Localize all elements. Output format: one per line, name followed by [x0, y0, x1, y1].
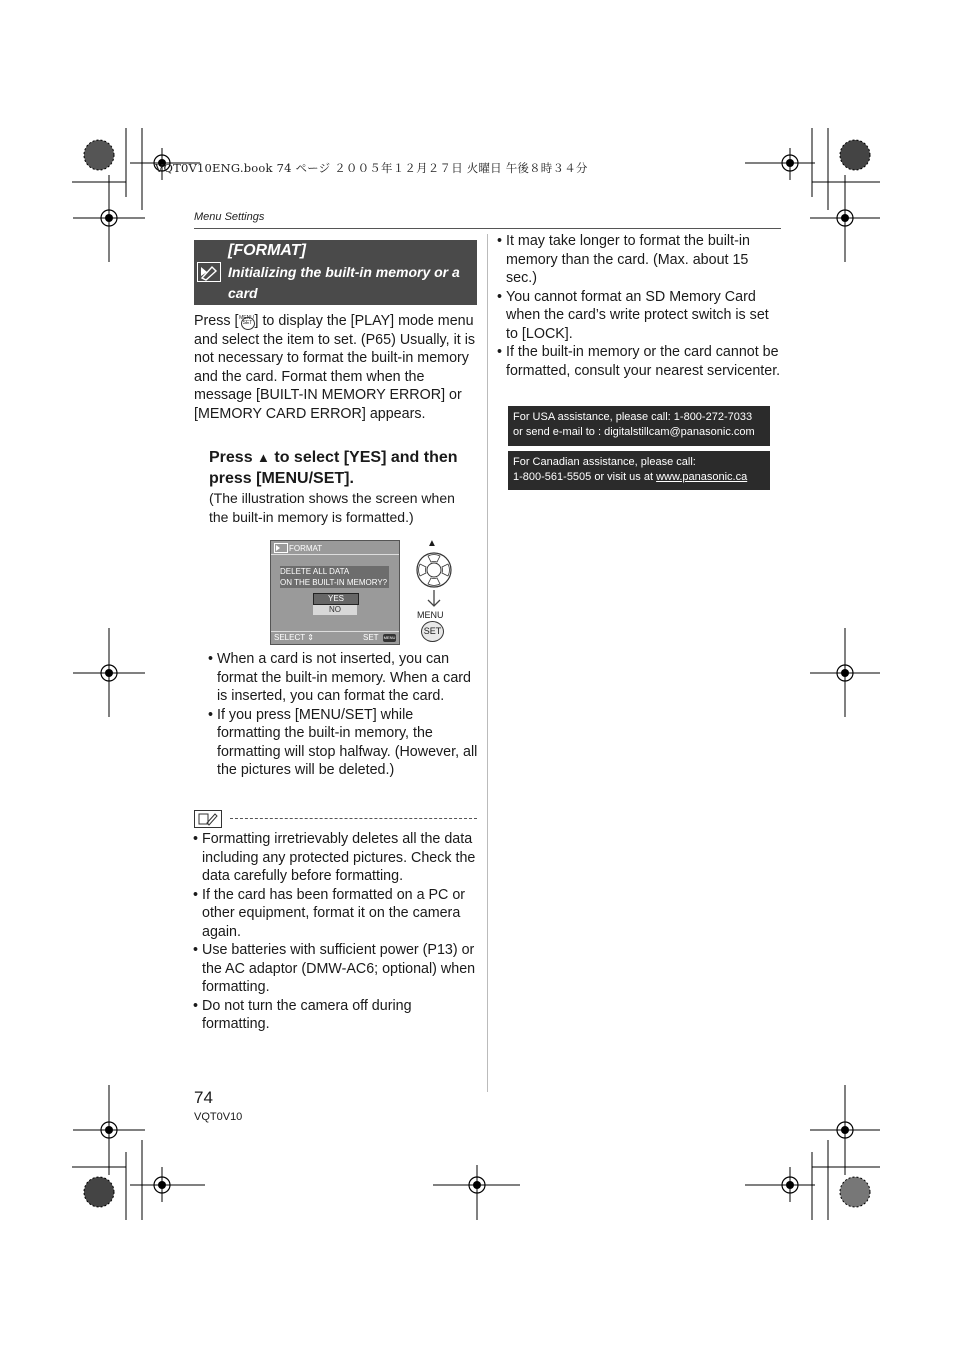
step-bullet-list	[208, 650, 478, 780]
list-item: • If the built-in memory or the card cannot be formatted, consult your nearest servicenter.	[497, 343, 781, 380]
list-item: • It may take longer to format the built-in memory than the card. (Max. about 15 sec.)	[497, 232, 781, 288]
updown-icon: ⇕	[307, 633, 314, 642]
page-number: 74	[194, 1088, 213, 1107]
document-code: VQT0V10	[194, 1111, 243, 1123]
list-item: • You cannot format an SD Memory Card when the card’s write protect switch is set to [LOCK].	[497, 288, 781, 344]
canada-support-line2	[513, 470, 765, 485]
menu-icon-label: MENU	[239, 315, 254, 321]
section-label: Menu Settings	[194, 211, 265, 223]
lcd-select-label: SELECT	[274, 633, 305, 642]
list-item: • Do not turn the camera off during formatting.	[193, 997, 478, 1034]
down-arrow-icon	[427, 590, 441, 608]
format-title-box	[194, 240, 477, 305]
menu-set-icon: MENU	[383, 635, 396, 640]
intro-paragraph	[194, 311, 477, 424]
list-item: • Use batteries with sufficient power (P13) or the AC adaptor (DMW-AC6; optional) when formatting.	[193, 941, 478, 997]
up-arrow-icon: ▲	[427, 538, 437, 549]
lcd-set-label: SET	[363, 633, 379, 642]
lcd-message	[280, 566, 389, 588]
intro-text-b: ] to display the [PLAY] mode menu and select the item to set. (P65) Usually, it is not necessary to format the built-in memory and the card. Format them when the message [BUILT-IN MEMORY ERROR] or [MEMORY CARD ERROR] appears.	[194, 313, 476, 422]
lcd-title: FORMAT	[289, 543, 323, 553]
note-bullet-list	[193, 830, 478, 1034]
intro-text-a: Press [	[194, 313, 239, 329]
up-arrow-icon: ▲	[257, 450, 270, 465]
panasonic-ca-link[interactable]: www.panasonic.ca	[656, 471, 748, 483]
lcd-message-line1: DELETE ALL DATA	[280, 567, 350, 576]
control-pad-illustration	[412, 538, 456, 644]
canada-support-line1: For Canadian assistance, please call:	[513, 456, 696, 468]
usa-support-box	[508, 406, 770, 446]
list-item: • When a card is not inserted, you can format the built-in memory. When a card is inserted, you can format the card.	[208, 650, 478, 706]
right-bullet-list	[497, 232, 781, 380]
step-note-text: (The illustration shows the screen when the built-in memory is formatted.)	[209, 490, 455, 525]
usa-support-line1: For USA assistance, please call: 1-800-272-7033	[513, 411, 753, 423]
lcd-screen-illustration	[270, 540, 400, 645]
canada-phone-text: 1-800-561-5505 or visit us at	[513, 471, 657, 483]
usa-support-line2: or send e-mail to : digitalstillcam@panasonic.com	[513, 426, 755, 438]
list-item: • Formatting irretrievably deletes all the data including any protected pictures. Check the data carefully before formatting.	[193, 830, 478, 886]
lcd-title-row	[274, 543, 322, 553]
play-mode-icon	[197, 262, 221, 282]
canada-support-box	[508, 451, 770, 490]
set-icon-label: SET	[241, 317, 255, 330]
cursor-pad-icon	[414, 551, 454, 589]
play-mode-icon	[274, 543, 288, 553]
list-item: • If the card has been formatted on a PC or other equipment, format it on the camera again.	[193, 886, 478, 942]
step-text-b: to select [YES] and then press [MENU/SET].	[209, 449, 458, 487]
list-item: • If you press [MENU/SET] while formatting the built-in memory, the formatting will stop halfway. (However, all the pictures will be deleted.)	[208, 706, 478, 780]
column-divider	[487, 234, 488, 1092]
step-note	[209, 489, 477, 526]
note-divider	[230, 818, 477, 819]
lcd-option-no: NO	[313, 605, 357, 615]
menu-label: MENU	[417, 610, 444, 620]
lcd-option-yes: YES	[313, 593, 359, 605]
set-button-icon: SET	[421, 621, 444, 642]
lcd-footer-left	[274, 633, 314, 642]
page-subtitle: Initializing the built-in memory or a card	[228, 264, 460, 301]
step-text-a: Press	[209, 449, 258, 466]
print-header: VQT0V10ENG.book 74 ページ ２００５年１２月２７日 火曜日 午後８時３４分	[155, 161, 588, 175]
lcd-divider	[271, 554, 399, 555]
page-title: [FORMAT]	[228, 242, 306, 259]
lcd-message-line2: ON THE BUILT-IN MEMORY?	[280, 578, 388, 587]
lcd-footer-right	[363, 633, 379, 642]
section-rule	[194, 228, 781, 229]
note-icon	[194, 810, 222, 828]
step-heading	[209, 447, 477, 489]
menu-set-icon	[239, 311, 255, 329]
lcd-footer-divider	[271, 631, 399, 632]
